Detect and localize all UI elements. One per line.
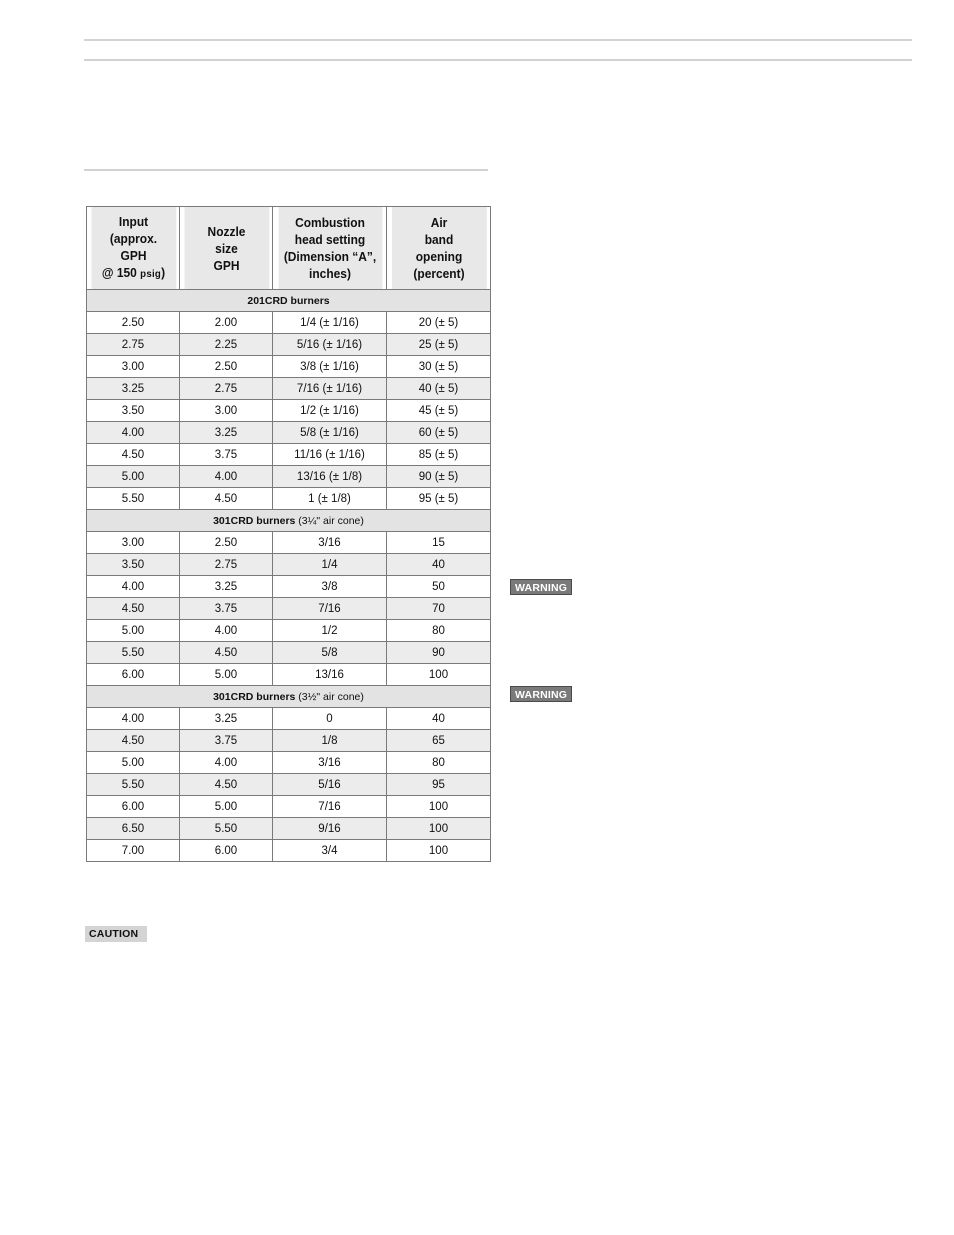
table-row [87, 620, 491, 642]
table-row [87, 532, 491, 554]
table-cell: 70 [387, 598, 491, 620]
table-row [87, 334, 491, 356]
table-cell: 6.50 [87, 818, 180, 840]
table-row [87, 818, 491, 840]
table-cell: 30 (± 5) [387, 356, 491, 378]
table-cell: 1/2 [273, 620, 387, 642]
group-header-row [87, 686, 491, 708]
table-row [87, 796, 491, 818]
table-cell: 40 (± 5) [387, 378, 491, 400]
table-cell: 80 [387, 752, 491, 774]
table-cell: 3.25 [180, 708, 273, 730]
table-cell: 80 [387, 620, 491, 642]
table-cell: 1 (± 1/8) [273, 488, 387, 510]
table-cell: 2.50 [180, 356, 273, 378]
group-name: 301CRD burners [213, 514, 296, 527]
table-row [87, 840, 491, 862]
table-cell: 11/16 (± 1/16) [273, 444, 387, 466]
table-cell: 2.00 [180, 312, 273, 334]
table-cell: 25 (± 5) [387, 334, 491, 356]
table-cell: 5.00 [180, 664, 273, 686]
group-name: 201CRD burners [247, 294, 330, 307]
group-note: (3½" air cone) [295, 690, 364, 703]
table-body [87, 290, 491, 862]
table-row [87, 554, 491, 576]
table-cell: 3.75 [180, 598, 273, 620]
table-cell: 7/16 [273, 598, 387, 620]
table-cell: 4.00 [87, 576, 180, 598]
table-cell: 3.50 [87, 400, 180, 422]
burner-settings-table [86, 206, 491, 862]
table-row [87, 664, 491, 686]
table-cell: 3.75 [180, 444, 273, 466]
table-cell: 6.00 [87, 796, 180, 818]
table-cell: 1/8 [273, 730, 387, 752]
table-cell: 5.50 [180, 818, 273, 840]
table-row [87, 356, 491, 378]
group-name: 301CRD burners [213, 690, 296, 703]
table-cell: 2.75 [180, 378, 273, 400]
table-row [87, 598, 491, 620]
table-cell: 4.00 [180, 752, 273, 774]
table-cell: 40 [387, 708, 491, 730]
table-cell: 5/8 (± 1/16) [273, 422, 387, 444]
table-row [87, 444, 491, 466]
table-cell: 5.00 [87, 466, 180, 488]
table-cell: 5.50 [87, 642, 180, 664]
table-cell: 3.00 [87, 356, 180, 378]
table-cell: 5.50 [87, 488, 180, 510]
table-cell: 40 [387, 554, 491, 576]
table-cell: 4.50 [87, 598, 180, 620]
table-cell: 13/16 [273, 664, 387, 686]
table-cell: 4.00 [180, 620, 273, 642]
group-title [87, 290, 491, 312]
table-cell: 9/16 [273, 818, 387, 840]
table-cell: 90 [387, 642, 491, 664]
table-cell: 100 [387, 818, 491, 840]
table-row [87, 312, 491, 334]
table-cell: 95 (± 5) [387, 488, 491, 510]
table-cell: 3/8 [273, 576, 387, 598]
table-cell: 3/4 [273, 840, 387, 862]
table-cell: 3.25 [180, 422, 273, 444]
table-cell: 3.00 [87, 532, 180, 554]
table-cell: 4.50 [87, 730, 180, 752]
table-cell: 50 [387, 576, 491, 598]
table-cell: 45 (± 5) [387, 400, 491, 422]
table-cell: 3.25 [180, 576, 273, 598]
table-row [87, 642, 491, 664]
table-cell: 4.00 [180, 466, 273, 488]
table-cell: 2.75 [180, 554, 273, 576]
table-row [87, 730, 491, 752]
table-cell: 5/16 (± 1/16) [273, 334, 387, 356]
warning-badge: WARNING [510, 686, 572, 702]
table-cell: 6.00 [87, 664, 180, 686]
table-cell: 7/16 [273, 796, 387, 818]
table-cell: 1/4 (± 1/16) [273, 312, 387, 334]
table-row [87, 752, 491, 774]
header-air-band: Air band opening (percent) [391, 207, 487, 290]
table-cell: 6.00 [180, 840, 273, 862]
group-note: (3¼" air cone) [295, 514, 364, 527]
group-header-row [87, 510, 491, 532]
table-cell: 2.25 [180, 334, 273, 356]
table-header-row [87, 207, 491, 290]
group-title [87, 686, 491, 708]
table-cell: 13/16 (± 1/8) [273, 466, 387, 488]
table-row [87, 774, 491, 796]
table-cell: 4.00 [87, 422, 180, 444]
header-input: Input (approx. GPH @ 150 psig) [90, 207, 176, 290]
table-cell: 3.25 [87, 378, 180, 400]
top-divider [84, 39, 912, 41]
table-cell: 20 (± 5) [387, 312, 491, 334]
table-cell: 3.50 [87, 554, 180, 576]
group-header-row [87, 290, 491, 312]
table-cell: 3/8 (± 1/16) [273, 356, 387, 378]
table-row [87, 422, 491, 444]
table-cell: 5/16 [273, 774, 387, 796]
header-nozzle-size: Nozzle size GPH [183, 207, 269, 290]
caution-badge: CAUTION [85, 926, 147, 942]
table-cell: 60 (± 5) [387, 422, 491, 444]
table-cell: 5.00 [180, 796, 273, 818]
section-divider [84, 169, 488, 171]
table-cell: 2.50 [180, 532, 273, 554]
group-title [87, 510, 491, 532]
table-cell: 4.50 [180, 642, 273, 664]
table-cell: 5.50 [87, 774, 180, 796]
table-cell: 3/16 [273, 532, 387, 554]
table-cell: 3.00 [180, 400, 273, 422]
table-cell: 5.00 [87, 752, 180, 774]
warning-badge: WARNING [510, 579, 572, 595]
table-cell: 4.50 [180, 774, 273, 796]
table-cell: 1/2 (± 1/16) [273, 400, 387, 422]
table-cell: 2.75 [87, 334, 180, 356]
table-cell: 7.00 [87, 840, 180, 862]
table-cell: 100 [387, 664, 491, 686]
table-row [87, 378, 491, 400]
table-cell: 4.50 [180, 488, 273, 510]
table-cell: 90 (± 5) [387, 466, 491, 488]
table-cell: 4.50 [87, 444, 180, 466]
table-cell: 5/8 [273, 642, 387, 664]
table-cell: 1/4 [273, 554, 387, 576]
table-cell: 65 [387, 730, 491, 752]
table-cell: 2.50 [87, 312, 180, 334]
table-cell: 0 [273, 708, 387, 730]
table-cell: 95 [387, 774, 491, 796]
table-cell: 100 [387, 796, 491, 818]
header-combustion-head: Combustion head setting (Dimension “A”, inches) [277, 207, 382, 290]
table-row [87, 400, 491, 422]
table-cell: 7/16 (± 1/16) [273, 378, 387, 400]
table-cell: 85 (± 5) [387, 444, 491, 466]
table-cell: 15 [387, 532, 491, 554]
table-cell: 4.00 [87, 708, 180, 730]
table-row [87, 466, 491, 488]
table-cell: 5.00 [87, 620, 180, 642]
table-row [87, 708, 491, 730]
table-cell: 100 [387, 840, 491, 862]
table-row [87, 576, 491, 598]
table-cell: 3.75 [180, 730, 273, 752]
table-row [87, 488, 491, 510]
table-cell: 3/16 [273, 752, 387, 774]
top-divider-secondary [84, 59, 912, 61]
